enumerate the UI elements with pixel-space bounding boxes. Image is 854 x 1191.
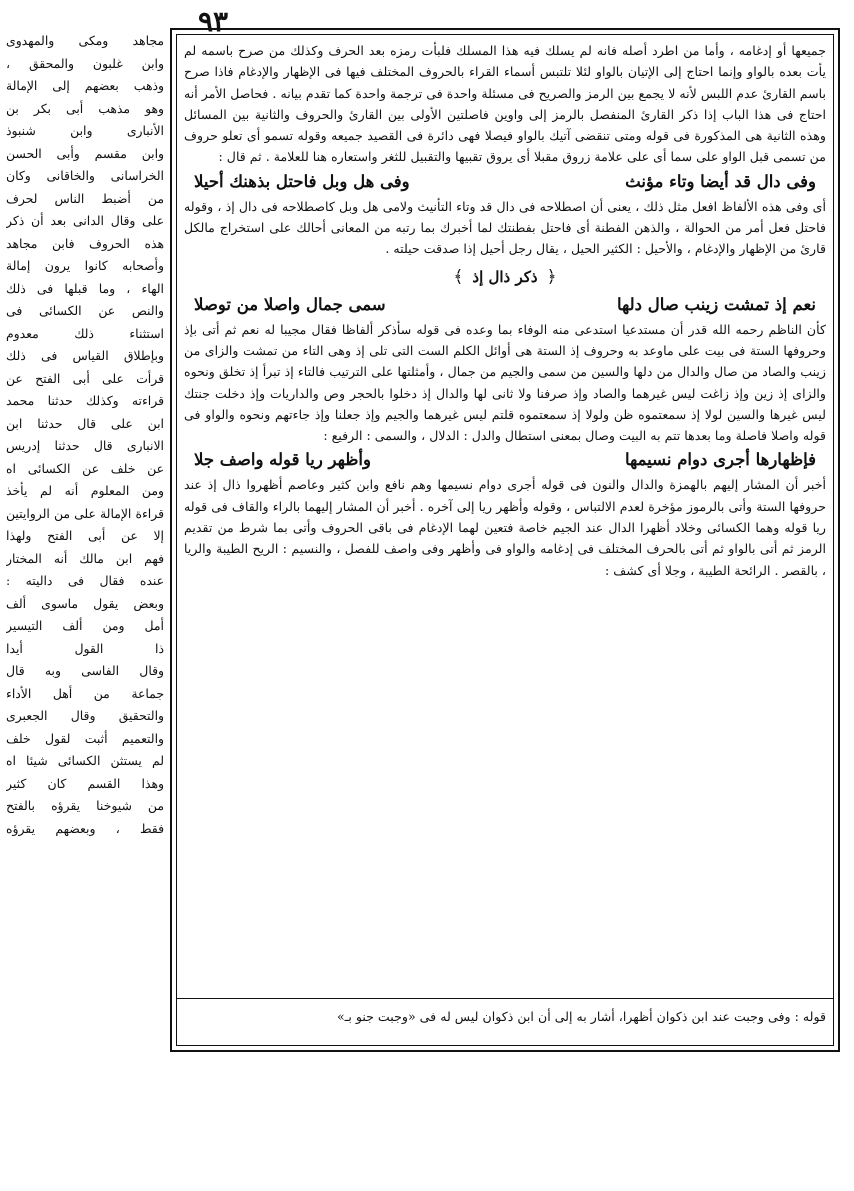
paragraph: كأن الناظم رحمه الله قدر أن مستدعيا استدعى منه الوفاء بما وعده فى قوله سأذكر ألفاظا فقال مجيبا له نعم ثم أتى بإذ وحروفها الستة فى بيت على ماوعد به وحروف إذ الستة هى أوائل الكلم الست التى تلى إذ وهى التاء من تمشت والزاى من زينب والصاد من صال والدال من دلها والسين من سمى والجيم من جمال ، وأمثلتها على الترتيب فالتاء إذ تبرأ إذ تخلق ونحوه والزاى إذ زين وإذ زاغت ليس غيرهما والصاد وإذ صرفنا ولا ثانى لها والدال إذ دخلوا بالحجر وص والداريات وإذ دخلت جنتك ليس غيرها والسين لولا إذ سمعتموه ظن ولولا إذ سمعتموه قلتم ليس غيرهما والجيم وإذ جعلنا وإذ جاءتهم ونحوه والواو فى قوله واصلا فاصلة وما بعدها تتم به البيت وصال بمعنى استطال والدل : الدلال ، والسمى : الرفيع : xyxy=(184,321,826,444)
margin-line: وقال الفاسى وبه قال xyxy=(6,663,164,678)
margin-line: من شيوخنا يقرؤه بالفتح xyxy=(6,798,164,813)
margin-line: قرأت على أبى الفتح عن xyxy=(6,370,164,386)
paragraph: أخبر أن المشار إليهم بالهمزة والدال والنون فى قوله أجرى دوام نسيمها وهم نافع وابن كثير وعاصم أظهروا ذال إذ عند حروفها الستة وأتى بالرموز مؤخرة لعدم الالتباس ، وقوله وأظهر ريا إلى آخره . أخبر أن المشار إليهما بالراء والقاف فى قوله ريا قوله وهما الكسائى وخلاد أظهرا الدال عند الجيم خاصة فتعين لهما الإدغام فى باقى الحروف وأتى بما شرط من تقديم الرمز ثم أتى بالواو ثم أتى بالحرف المختلف فى إدغامه والواو فى وأظهر وفى واصف للفصل ، والنسيم : الريح الطيبة والريا ، بالقصر . الرائحة الطيبة ، وجلا أى كشف : xyxy=(184,477,826,578)
verse-hemistich-right: نعم إذ تمشت زينب صال دلها xyxy=(616,294,816,314)
section-heading: ذكر ذال إذ xyxy=(472,267,538,286)
margin-line: الخراسانى والخاقانى وكان xyxy=(6,168,164,183)
margin-line: وهذا القسم كان كثير xyxy=(6,775,164,791)
margin-line: وبعض يقول ماسوى ألف xyxy=(6,595,164,611)
margin-line: وذهب بعضهم إلى الإمالة xyxy=(6,78,164,93)
margin-line: الهاء ، وما قبلها فى ذلك xyxy=(6,280,164,296)
paragraph: جميعها أو إدغامه ، وأما من اطرد أصله فانه لم يسلك فيه هذا المسلك فلبأت رمزه بعد الحرف وكذلك من صرح باسمه لم يأت بعده بالواو وإنما احتاج إلى الإتيان بالواو لئلا تلتبس أسماء القراء بالحروف المختلف فيها فى الإظهار والإدغام فاذا صرح باسم القارئ عدم اللبس لأنه لا يجمع بين الرمز والصريح فى مسئلة واحدة فى ترجمة واحدة كما تقدم بيانه . فحاصل الأمر أنه احتاج فى هذا الباب إذا ذكر القارئ المنفصل بالرمز إلى واوين فاصلتين الأولى بين القارئ والحروف والثانية بين المسائل وهذه الثانية هى المذكورة فى قوله ومتى تنقضى آتيك بالواو فيصلا فهى دائرة فى القصيد جميعه وقوله تسمو أى تعلو حروف من تسمى قبل الواو على سما أى على علامة زروق مقبلا أى يروق تقبيها والتقبيل للثغر واستعاره هنا للعلامة . ثم قال : xyxy=(184,43,826,165)
footnote-divider xyxy=(176,998,834,999)
margin-line: وابن غلبون والمحقق ، xyxy=(6,55,164,71)
margin-line: ذا القول أيدا xyxy=(6,640,164,656)
margin-line: قراءة الإمالة على من الروايتين xyxy=(6,505,164,521)
margin-line: فهم ابن مالك أنه المختار xyxy=(6,550,164,566)
main-text-block xyxy=(184,40,826,986)
margin-line: هذه الحروف فابن مجاهد xyxy=(6,235,164,251)
margin-line: وابن مقسم وأبى الحسن xyxy=(6,145,164,161)
page-number: ٩٣ xyxy=(197,5,229,38)
margin-commentary xyxy=(6,30,164,1110)
ornamental-bracket-close: ﴾ xyxy=(453,266,464,287)
margin-line: قراءته وكذلك حدثنا محمد xyxy=(6,393,164,408)
margin-line: جماعة من أهل الأداء xyxy=(6,685,164,701)
verse-hemistich-right: فإظهارها أجرى دوام نسيمها xyxy=(625,450,816,470)
verse-hemistich-left: سمى جمال واصلا من توصلا xyxy=(194,294,386,314)
margin-line: إلا عن أبى الفتح ولهذا xyxy=(6,528,164,543)
paragraph: أى وفى هذه الألفاظ افعل مثل ذلك ، يعنى أن اصطلاحه فى دال قد وتاء التأنيث ولامى هل وبل كاصطلاحه فى دال إذ ، وقوله فاحتل فعل أمر من الحوالة ، والذهن الفطنة أى فاحتل بفطنتك لما أخبرك بما رتبه من المعانى أحالك على استخراج مالكل قارئ من الإظهار والإدغام ، والأحيل : الكثير الحيل ، يقال رجل أحيل إذا صدقت حيلته . xyxy=(184,198,826,257)
margin-line: أمل ومن ألف التيسير xyxy=(6,618,164,633)
verse-hemistich-left: وأظهر ريا قوله واصف جلا xyxy=(194,450,371,470)
footnote: قوله : وفى وجبت عند ابن ذكوان أظهرا، أشار به إلى أن ابن ذكوان ليس له فى «وجبت جنو بـ» xyxy=(336,1009,826,1024)
margin-line: وهو مذهب أبى بكر بن xyxy=(6,100,164,116)
margin-line: عن خلف عن الكسائى اه xyxy=(6,460,164,476)
margin-line: عنده فقال فى داليته : xyxy=(6,573,164,588)
margin-line: على وقال الدانى بعد أن ذكر xyxy=(6,213,164,228)
verse-hemistich-right: وفى دال قد أيضا وتاء مؤنث xyxy=(625,171,816,191)
margin-line: الانبارى قال حدثنا إدريس xyxy=(6,438,164,453)
verse-line xyxy=(184,291,826,319)
margin-line: والنص عن الكسائى فى xyxy=(6,303,164,318)
section-heading-row xyxy=(184,266,826,287)
margin-line: والتعميم أثبت لقول خلف xyxy=(6,730,164,746)
margin-line: لم يستثن الكسائى شيئا اه xyxy=(6,753,164,768)
verse-line xyxy=(184,446,826,474)
margin-line: استثناء ذلك معدوم xyxy=(6,325,164,341)
verse-line xyxy=(184,168,826,196)
margin-line: وبإطلاق القياس فى ذلك xyxy=(6,348,164,363)
ornamental-bracket-open: ﴿ xyxy=(546,266,557,287)
margin-line: مجاهد ومكى والمهدوى xyxy=(6,33,164,48)
margin-line: الأنبارى وابن شنبوذ xyxy=(6,123,164,138)
margin-line: من أضبط الناس لحرف xyxy=(6,190,164,206)
verse-hemistich-left: وفى هل وبل فاحتل بذهنك أحيلا xyxy=(194,171,410,191)
margin-line: وأصحابه كانوا يرون إمالة xyxy=(6,258,164,273)
margin-line: فقط ، وبعضهم يقرؤه xyxy=(6,820,164,836)
margin-line: والتحقيق وقال الجعبرى xyxy=(6,708,164,723)
margin-line: ابن على قال حدثنا ابن xyxy=(6,415,164,431)
margin-line: ومن المعلوم أنه لم يأخذ xyxy=(6,483,164,498)
